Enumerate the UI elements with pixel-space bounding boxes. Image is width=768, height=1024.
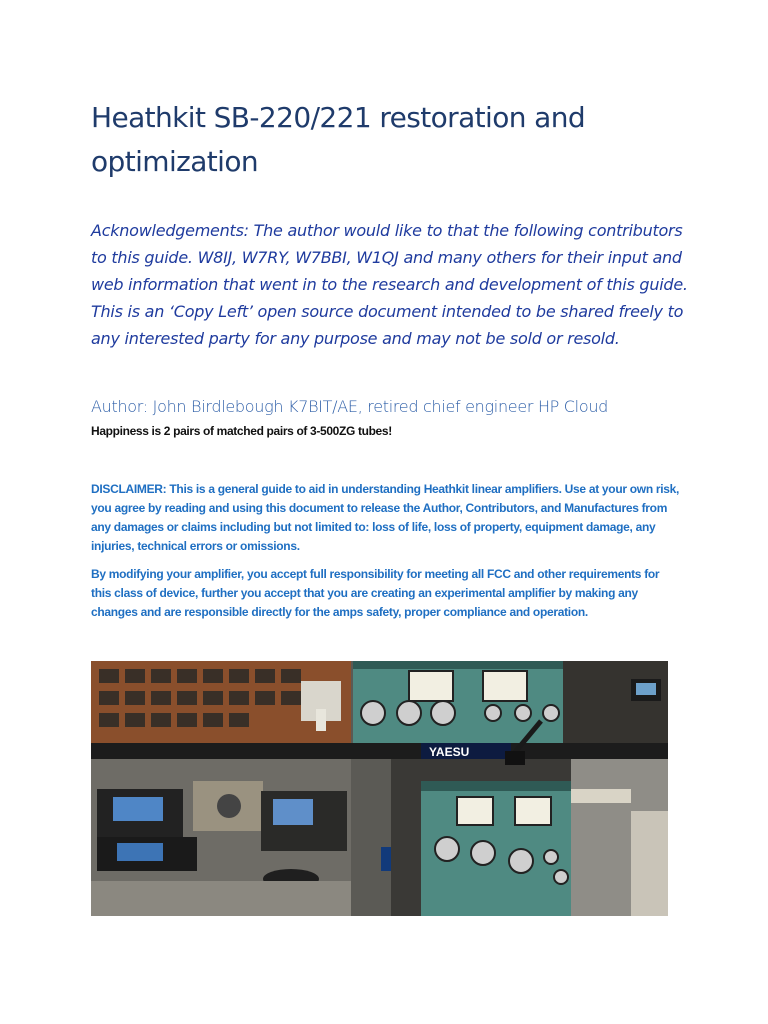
author-line: Author: John Birdlebough K7BIT/AE, retired chief engineer HP Cloud: [91, 397, 609, 416]
disclaimer-paragraph: DISCLAIMER: This is a general guide to aid in understanding Heathkit linear amplifiers. Use at your own risk, you agree by reading and using this document to release the Author, Contributors, and Manufactures from any damages or claims including but not limited to: loss of life, loss of property, equipment damage, any injuries, technical errors or omissions.: [91, 482, 680, 553]
responsibility-paragraph: By modifying your amplifier, you accept full responsibility for meeting all FCC and other requirements for this class of device, further you accept that you are creating an experimental amplifier by making any changes and are responsible directly for the amps safety, proper compliance and operation.: [91, 567, 660, 619]
document-title: Heathkit SB-220/221 restoration and optimization: [91, 101, 586, 178]
brand-label: YAESU: [429, 745, 470, 759]
radio-station-photo: [91, 661, 668, 916]
radio-station-illustration: [91, 661, 668, 916]
acknowledgements-paragraph: Acknowledgements: The author would like to that the following contributors to this guide. W8IJ, W7RY, W7BBI, W1QJ and many others for their input and web information that went in to the research and development of this guide. This is an ‘Copy Left’ open source document intended to be shared freely to any interested party for any purpose and may not be sold or resold.: [91, 221, 688, 348]
tagline: Happiness is 2 pairs of matched pairs of 3-500ZG tubes!: [91, 424, 392, 438]
